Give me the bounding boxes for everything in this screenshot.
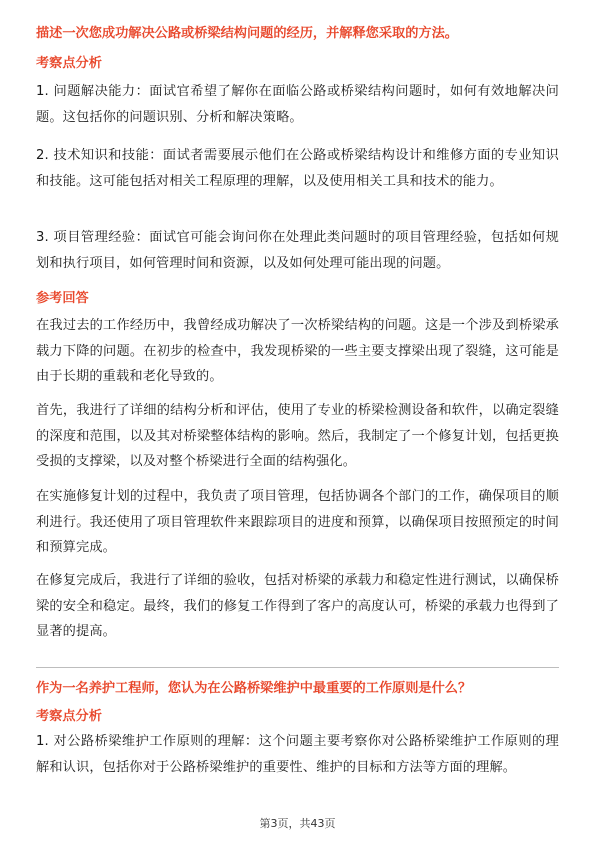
analysis-heading-1: 考察点分析: [36, 56, 102, 71]
analysis-heading-2: 考察点分析: [36, 709, 102, 724]
analysis-item-1-1: 1. 问题解决能力：面试官希望了解你在面临公路或桥梁结构问题时，如何有效地解决问题。这包括你的问题识别、分析和解决策略。: [36, 84, 559, 125]
answer-paragraph-4: 在修复完成后，我进行了详细的验收，包括对桥梁的承载力和稳定性进行测试，以确保桥梁的安全和稳定。最终，我们的修复工作得到了客户的高度认可，桥梁的承载力也得到了显著的提高。: [36, 573, 559, 639]
question-1: 描述一次您成功解决公路或桥梁结构问题的经历，并解释您采取的方法。: [36, 26, 458, 41]
page-number: 第3页，共43页: [259, 817, 336, 830]
question-2: 作为一名养护工程师，您认为在公路桥梁维护中最重要的工作原则是什么？: [36, 681, 472, 696]
analysis-item-1-3: 3. 项目管理经验：面试官可能会询问你在处理此类问题时的项目管理经验，包括如何规划和执行项目，如何管理时间和资源，以及如何处理可能出现的问题。: [36, 230, 559, 271]
answer-heading-1: 参考回答: [36, 291, 89, 306]
analysis-item-1-2: 2. 技术知识和技能：面试者需要展示他们在公路或桥梁结构设计和维修方面的专业知识和技能。这可能包括对相关工程原理的理解，以及使用相关工具和技术的能力。: [36, 148, 559, 189]
analysis-item-2-1: 1. 对公路桥梁维护工作原则的理解：这个问题主要考察你对公路桥梁维护工作原则的理解和认识，包括你对于公路桥梁维护的重要性、维护的目标和方法等方面的理解。: [36, 734, 559, 775]
answer-paragraph-1: 在我过去的工作经历中，我曾经成功解决了一次桥梁结构的问题。这是一个涉及到桥梁承载力下降的问题。在初步的检查中，我发现桥梁的一些主要支撑梁出现了裂缝，这可能是由于长期的重载和老化导致的。: [36, 318, 559, 384]
answer-paragraph-2: 首先，我进行了详细的结构分析和评估，使用了专业的桥梁检测设备和软件，以确定裂缝的深度和范围，以及其对桥梁整体结构的影响。然后，我制定了一个修复计划，包括更换受损的支撑梁，以及对整个桥梁进行全面的结构强化。: [36, 403, 559, 469]
answer-paragraph-3: 在实施修复计划的过程中，我负责了项目管理，包括协调各个部门的工作，确保项目的顺利进行。我还使用了项目管理软件来跟踪项目的进度和预算，以确保项目按照预定的时间和预算完成。: [36, 489, 559, 555]
section-divider: [36, 667, 559, 668]
